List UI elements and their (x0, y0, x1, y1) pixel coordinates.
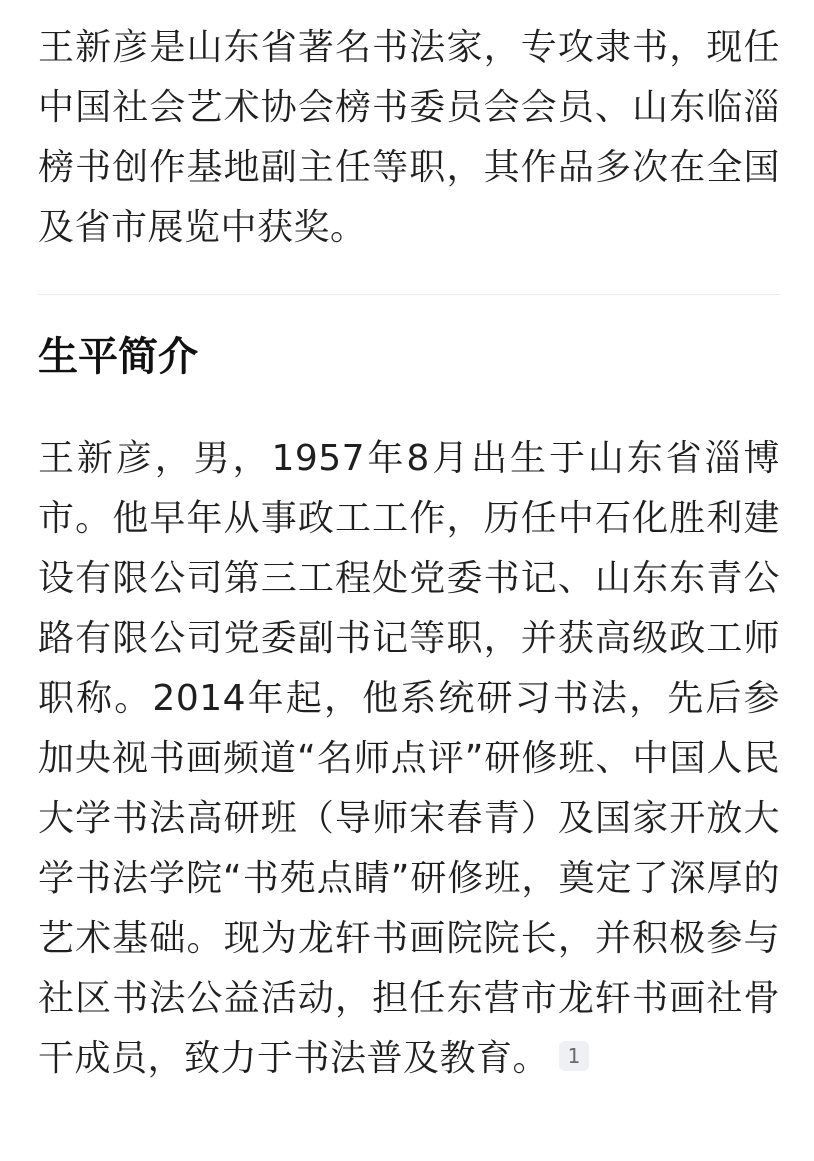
section-divider (38, 294, 780, 295)
intro-block (38, 18, 780, 294)
bio-text: 王新彦，男，1957年8月出生于山东省淄博市。他早年从事政工工作，历任中石化胜利建设有限公司第三工程处党委书记、山东东青公路有限公司党委副书记等职，并获高级政工师职称。2014年起，他系统研习书法，先后参加央视书画频道“名师点评”研修班、中国人民大学书法高研班（导师宋春青）及国家开放大学书法学院“书苑点睛”研修班，奠定了深厚的艺术基础。现为龙轩书画院院长，并积极参与社区书法公益活动，担任东营市龙轩书画社骨干成员，致力于书法普及教育。 (38, 438, 780, 1079)
section-title: 生平简介 (38, 334, 198, 380)
bio-paragraph (38, 429, 780, 1089)
citation-badge[interactable]: 1 (559, 1041, 589, 1071)
intro-paragraph: 王新彦是山东省著名书法家，专攻隶书，现任中国社会艺术协会榜书委员会会员、山东临淄榜书创作基地副主任等职，其作品多次在全国及省市展览中获奖。 (38, 27, 780, 248)
article-content (38, 18, 780, 1089)
